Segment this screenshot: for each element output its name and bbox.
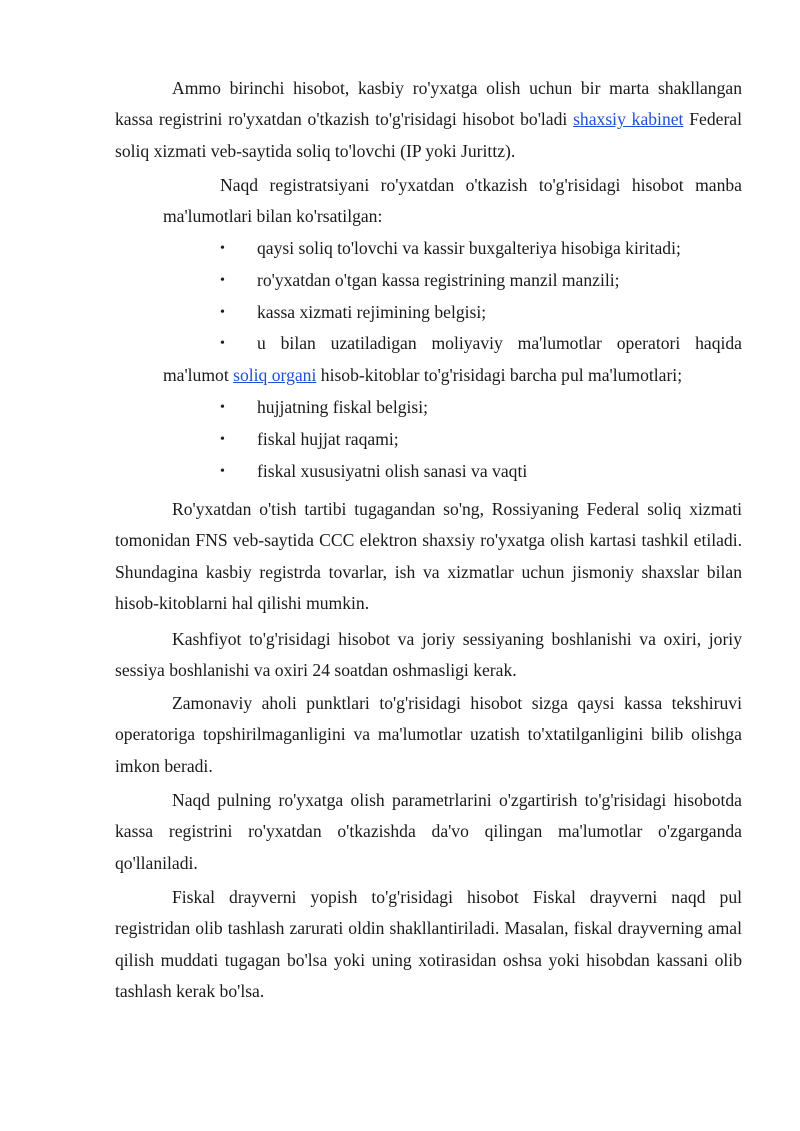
list-item: • u bilan uzatiladigan moliyaviy ma'lumotlar operatori haqida ma'lumot soliq organi hisob-kitoblar to'g'risidagi barcha pul ma'lumotlari; [163, 328, 742, 392]
paragraph-intro-text-end: Federal soliq xizmati veb-saytida soliq to'lovchi (IP yoki Jurittz). [115, 109, 743, 161]
paragraph-session-report: Kashfiyot to'g'risidagi hisobot va joriy sessiyaning boshlanishi va oxiri, joriy sessiya boshlanishi va oxiri 24 soatdan oshmasligi kerak. [115, 629, 742, 681]
paragraph-settlements-report: Zamonaviy aholi punktlari to'g'risidagi hisobot sizga qaysi kassa tekshiruvi operatoriga topshirilmaganligini va ma'lumotlar uzatish to'xtatilganligini bilib olishga imkon beradi. [115, 693, 742, 776]
list-item: • kassa xizmati rejimining belgisi; [163, 297, 742, 329]
link-soliq-organi[interactable]: soliq organi [233, 365, 317, 386]
bullet-marker: • [220, 336, 225, 352]
bullet-list [163, 233, 742, 487]
paragraph-fiscal-drive-close: Fiskal drayverni yopish to'g'risidagi hisobot Fiskal drayverni naqd pul registridan olib tashlash zarurati oldin shakllantiriladi. Masalan, fiskal drayverning amal qilish muddati tugagan bo'lsa yoki uning xotirasidan oshsa yoki hisobdan kassani olib tashlash kerak bo'lsa. [115, 887, 742, 1001]
paragraph-intro-text-start: Ammo birinchi hisobot, kasbiy ro'yxatga olish uchun bir marta shakllangan kassa registrini ro'yxatdan o'tkazish to'g'risidagi hisobot bo'ladi [115, 78, 742, 130]
list-item: • ro'yxatdan o'tgan kassa registrining manzil manzili; [163, 265, 742, 297]
list-item: • hujjatning fiskal belgisi; [163, 392, 742, 424]
bullet-marker: • [220, 431, 225, 447]
list-item: • fiskal hujjat raqami; [163, 424, 742, 456]
paragraph-report-source: Naqd registratsiyani ro'yxatdan o'tkazish to'g'risidagi hisobot manba ma'lumotlari bilan ko'rsatilgan: [163, 175, 742, 227]
link-shaxsiy-kabinet[interactable]: shaxsiy kabinet [573, 109, 684, 130]
bullet-marker: • [220, 272, 225, 288]
bullet-marker: • [220, 399, 225, 415]
bullet-marker: • [220, 241, 225, 256]
bullet-marker: • [220, 304, 225, 320]
paragraph-registration-complete: Ro'yxatdan o'tish tartibi tugagandan so'ng, Rossiyaning Federal soliq xizmati tomonidan FNS veb-saytida CCC elektron shaxsiy ro'yxatga olish kartasi tashkil etiladi. Shundagina kasbiy registrda tovarlar, ish va xizmatlar uchun jismoniy shaxslar bilan hisob-kitoblarni hal qilishi mumkin. [115, 499, 742, 613]
bullet-marker: • [220, 463, 225, 479]
list-item: • fiskal xususiyatni olish sanasi va vaqti [163, 456, 742, 488]
list-item: • qaysi soliq to'lovchi va kassir buxgalteriya hisobiga kiritadi; [163, 233, 742, 265]
paragraph-parameters-change: Naqd pulning ro'yxatga olish parametrlarini o'zgartirish to'g'risidagi hisobotda kassa registrini ro'yxatdan o'tkazishda da'vo qilingan ma'lumotlar o'zgarganda qo'llaniladi. [115, 790, 742, 873]
paragraph-intro [115, 73, 742, 167]
